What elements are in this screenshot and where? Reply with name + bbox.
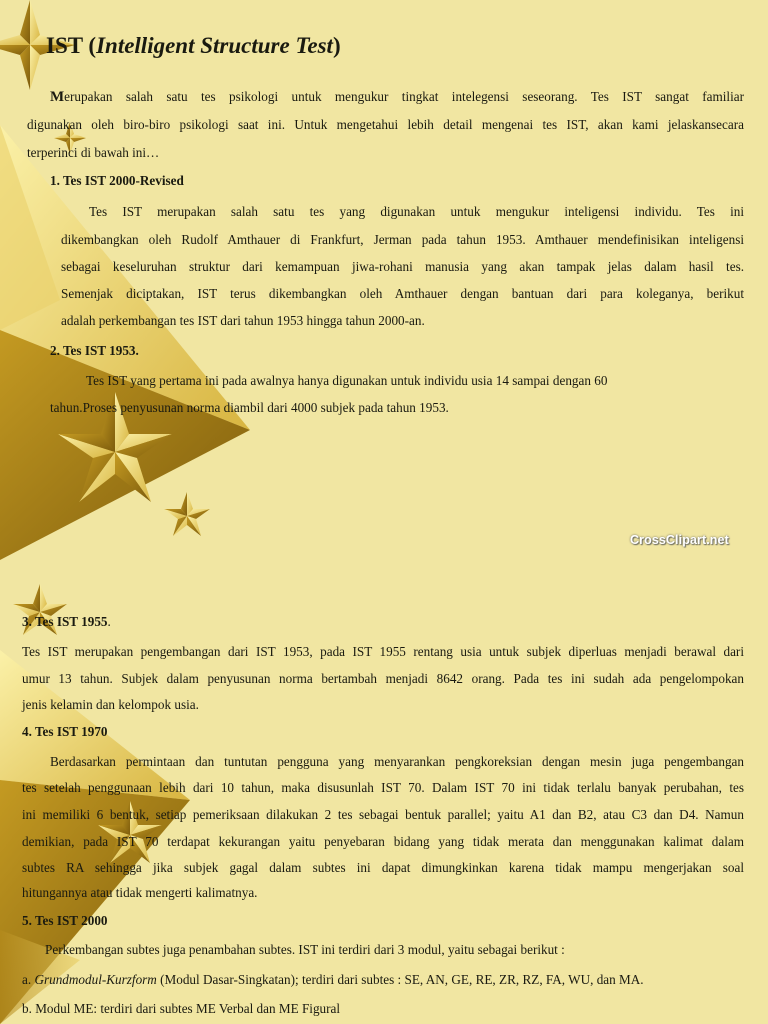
list-item: a. Grundmodul-Kurzform (Modul Dasar-Singkatan); terdiri dari subtes : SE, AN, GE, RE, ZR, RZ, FA, WU, dan MA. <box>22 972 644 987</box>
watermark: CrossClipart.net <box>630 533 729 547</box>
section-heading: 1. Tes IST 2000-Revised <box>50 173 184 188</box>
paragraph-line: Tes IST merupakan pengembangan dari IST 1953, pada IST 1955 rentang usia untuk subjek diperluas menjadi berawal dari <box>22 644 744 659</box>
paragraph-line: umur 13 tahun. Subjek dalam penyusunan norma bertambah menjadi 8642 orang. Pada tes ini sudah ada pengelompokan <box>22 671 744 686</box>
paragraph-line: sebagai keseluruhan struktur dari kemampuan jiwa-rohani manusia yang akan tampak jelas dalam hasil tes. <box>61 259 744 274</box>
section-heading: 3. Tes IST 1955. <box>22 614 111 629</box>
paragraph-line: ini memiliki 6 bentuk, setiap pemeriksaan dilakukan 2 tes sebagai bentuk parallel; yaitu A1 dan B2, atau C3 dan D4. Namun <box>22 807 744 822</box>
paragraph-line: adalah perkembangan tes IST dari tahun 1953 hingga tahun 2000-an. <box>61 313 425 328</box>
intro-line: Merupakan salah satu tes psikologi untuk mengukur tingkat intelegensi seseorang. Tes IST sangat familiar <box>50 89 744 105</box>
paragraph-line: Berdasarkan permintaan dan tuntutan pengguna yang menyarankan pengkoreksian dengan mesin juga pengembangan <box>50 754 744 769</box>
section-heading: 2. Tes IST 1953. <box>50 343 139 358</box>
paragraph-line: Tes IST merupakan salah satu tes yang digunakan untuk mengukur inteligensi individu. Tes ini <box>89 204 744 219</box>
paragraph-line: tes setelah penggunaan lebih dari 10 tahun, maka disusunlah IST 70. Dalam IST 70 ini tidak terlalu banyak perubahan, tes <box>22 780 744 795</box>
page-title: IST (Intelligent Structure Test) <box>46 33 341 58</box>
paragraph-line: jenis kelamin dan kelompok usia. <box>22 697 199 712</box>
paragraph-line: Tes IST yang pertama ini pada awalnya hanya digunakan untuk individu usia 14 sampai dengan 60 <box>86 373 608 388</box>
paragraph-line: subtes RA sehingga jika subjek gagal dalam subtes ini dapat dimungkinkan karena tidak mampu mengerjakan soal <box>22 860 744 875</box>
paragraph-line: dikembangkan oleh Rudolf Amthauer di Frankfurt, Jerman pada tahun 1953. Amthauer mendefinisikan inteligensi <box>61 232 744 247</box>
section-heading: 4. Tes IST 1970 <box>22 724 108 739</box>
paragraph-line: tahun.Proses penyusunan norma diambil dari 4000 subjek pada tahun 1953. <box>50 400 449 415</box>
paragraph-line: Semenjak diciptakan, IST terus dikembangkan oleh Amthauer dengan bantuan dari para koleganya, berikut <box>61 286 744 301</box>
paragraph-line: demikian, pada IST 70 terdapat kekurangan yaitu penyebaran bidang yang tidak merata dan menggunakan kalimat dalam <box>22 834 744 849</box>
paragraph-line: hitungannya atau tidak mengerti kalimatnya. <box>22 885 258 900</box>
list-item: b. Modul ME: terdiri dari subtes ME Verbal dan ME Figural <box>22 1001 341 1016</box>
section-heading: 5. Tes IST 2000 <box>22 913 108 928</box>
paragraph-line: Perkembangan subtes juga penambahan subtes. IST ini terdiri dari 3 modul, yaitu sebagai berikut : <box>45 942 565 957</box>
intro-line: digunakan oleh biro-biro psikologi saat ini. Untuk mengetahui lebih detail mengenai tes IST, akan kami jelaskansecara <box>27 117 744 132</box>
intro-line: terperinci di bawah ini… <box>27 145 160 160</box>
